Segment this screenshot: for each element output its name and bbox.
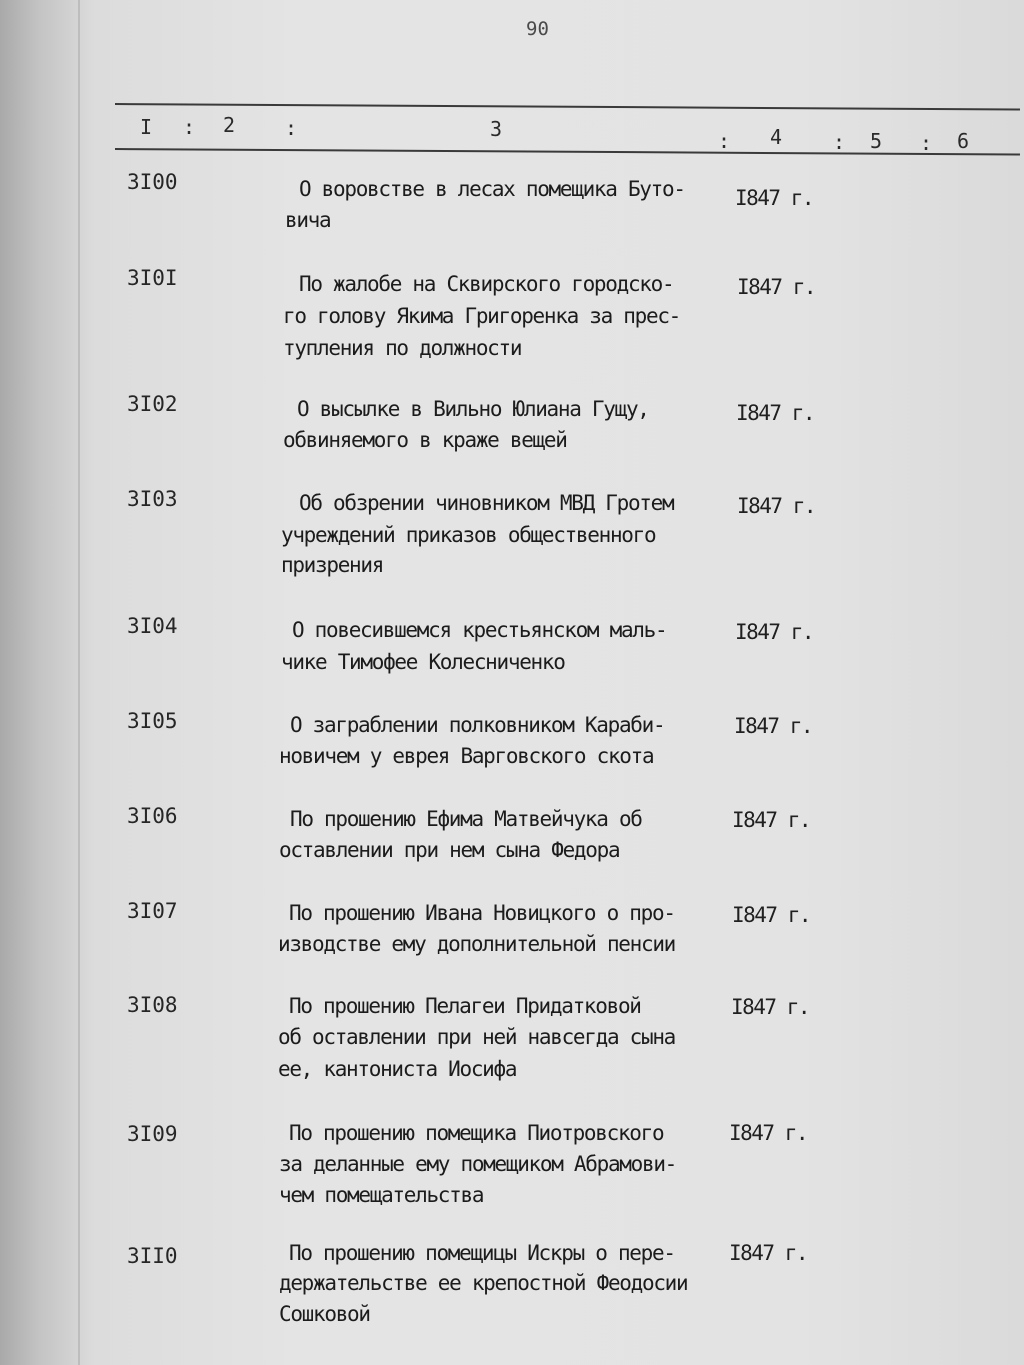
column-header-2: 2 <box>223 113 236 137</box>
case-number: 3I0I <box>127 266 178 290</box>
table-header-top-rule <box>115 103 1020 111</box>
case-year: I847 г. <box>736 401 815 425</box>
case-year: I847 г. <box>734 714 813 738</box>
case-description-line: О воровстве в лесах помещика Буто- <box>299 177 685 201</box>
case-description-line: О высылке в Вильно Юлиана Гущу, <box>297 397 649 421</box>
case-year: I847 г. <box>732 808 811 832</box>
case-description-line: держательстве ее крепостной Феодосии <box>279 1271 688 1295</box>
case-description-line: ее, кантониста Иосифа <box>278 1057 517 1081</box>
column-header-1: I <box>140 115 153 139</box>
case-description-line: изводстве ему дополнительной пенсии <box>278 932 676 956</box>
case-year: I847 г. <box>735 186 814 210</box>
case-number: 3I03 <box>127 487 178 511</box>
case-number: 3I00 <box>127 170 178 194</box>
case-number: 3I08 <box>127 993 178 1017</box>
case-year: I847 г. <box>735 620 814 644</box>
page-gutter-shadow <box>78 0 80 1365</box>
page-number: 90 <box>526 18 549 40</box>
case-description-line: об оставлении при ней навсегда сына <box>278 1025 676 1049</box>
column-separator: : <box>183 115 196 139</box>
case-year: I847 г. <box>731 995 810 1019</box>
case-year: I847 г. <box>737 275 816 299</box>
column-separator: : <box>833 130 846 154</box>
case-number: 3I06 <box>127 804 178 828</box>
table-header-bottom-rule <box>115 148 1020 156</box>
case-description-line: По прошению Ивана Новицкого о про- <box>289 901 675 925</box>
case-description-line: призрения <box>281 553 384 577</box>
case-description-line: тупления по должности <box>283 336 522 360</box>
case-description-line: чике Тимофее Колесниченко <box>281 650 565 674</box>
case-year: I847 г. <box>732 903 811 927</box>
case-year: I847 г. <box>729 1241 808 1265</box>
case-description-line: го голову Якима Григоренка за прес- <box>283 304 681 328</box>
case-description-line: По жалобе на Сквирского городско- <box>299 272 674 296</box>
case-description-line: По прошению Ефима Матвейчука об <box>290 807 642 831</box>
column-header-6: 6 <box>957 129 970 153</box>
case-description-line: По прошению помещицы Искры о пере- <box>289 1241 675 1265</box>
case-number: 3I02 <box>127 392 178 416</box>
case-description-line: По прошению Пелагеи Придатковой <box>289 994 641 1018</box>
case-description-line: чем помещательства <box>279 1183 484 1207</box>
column-separator: : <box>718 129 731 153</box>
case-description-line: за деланные ему помещиком Абрамови- <box>279 1152 677 1176</box>
column-separator: : <box>920 131 933 155</box>
case-year: I847 г. <box>737 494 816 518</box>
case-number: 3I04 <box>127 614 178 638</box>
case-description-line: оставлении при нем сына Федора <box>279 838 620 862</box>
case-year: I847 г. <box>729 1121 808 1145</box>
case-number: 3I07 <box>127 899 178 923</box>
case-number: 3I09 <box>127 1122 178 1146</box>
case-number: 3II0 <box>127 1244 178 1268</box>
case-description-line: Об обзрении чиновником МВД Гротем <box>299 491 674 515</box>
column-header-4: 4 <box>770 125 783 149</box>
case-description-line: О повесившемся крестьянском маль- <box>292 618 667 642</box>
case-description-line: По прошению помещика Пиотровского <box>289 1121 664 1145</box>
case-description-line: Сошковой <box>279 1302 370 1326</box>
case-description-line: учреждений приказов общественного <box>281 523 656 547</box>
column-header-5: 5 <box>870 129 883 153</box>
case-description-line: новичем у еврея Варговского скота <box>279 744 654 768</box>
case-description-line: вича <box>285 208 331 232</box>
column-header-3: 3 <box>490 117 503 141</box>
case-description-line: обвиняемого в краже вещей <box>283 428 567 452</box>
column-separator: : <box>285 116 298 140</box>
case-number: 3I05 <box>127 709 178 733</box>
case-description-line: О заграблении полковником Караби- <box>290 713 665 737</box>
